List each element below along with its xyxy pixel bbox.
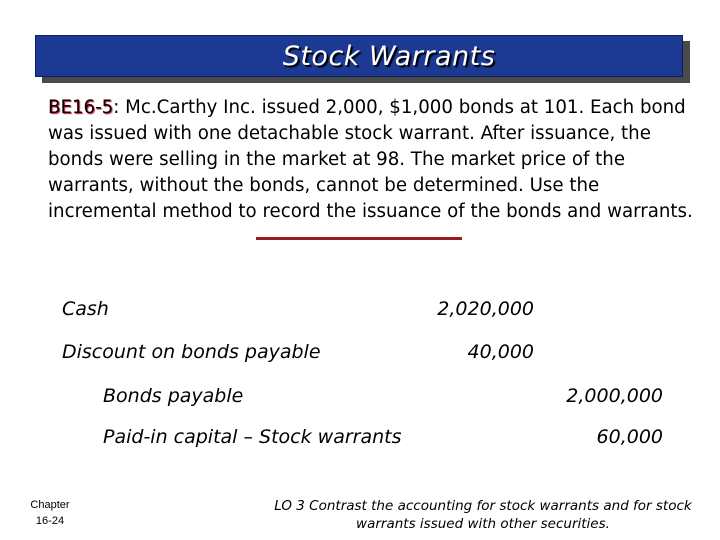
chapter-label (22, 497, 78, 529)
chapter-page-number: 16-24 (35, 515, 65, 527)
problem-text: : Mc.Carthy Inc. issued 2,000, $1,000 bonds at 101. Each bond was issued with one detachable stock warrant. After issuance, the bonds were selling in the market at 98. The market price of the warrants, without the bonds, cannot be determined. Use the incremental method to record the issuance of the bonds and warrants. (48, 97, 693, 222)
journal-credit-bonds-payable: 2,000,000 (566, 385, 663, 407)
chapter-text: Chapter (30, 499, 70, 511)
journal-debit-discount: 40,000 (467, 341, 534, 363)
slide-title: Stock Warrants (282, 40, 496, 72)
problem-statement (48, 95, 698, 225)
problem-code: BE16-5 (48, 97, 114, 118)
title-bar (35, 35, 683, 77)
emphasis-underline (256, 237, 462, 240)
learning-objective: LO 3 Contrast the accounting for stock warrants and for stock warrants issued with other securities. (274, 498, 692, 532)
journal-account-paid-in-capital: Paid-in capital – Stock warrants (103, 426, 402, 448)
journal-account-cash: Cash (62, 298, 109, 320)
journal-account-bonds-payable: Bonds payable (103, 385, 244, 407)
journal-credit-paid-in-capital: 60,000 (596, 426, 663, 448)
journal-debit-cash: 2,020,000 (437, 298, 534, 320)
journal-account-discount: Discount on bonds payable (62, 341, 321, 363)
